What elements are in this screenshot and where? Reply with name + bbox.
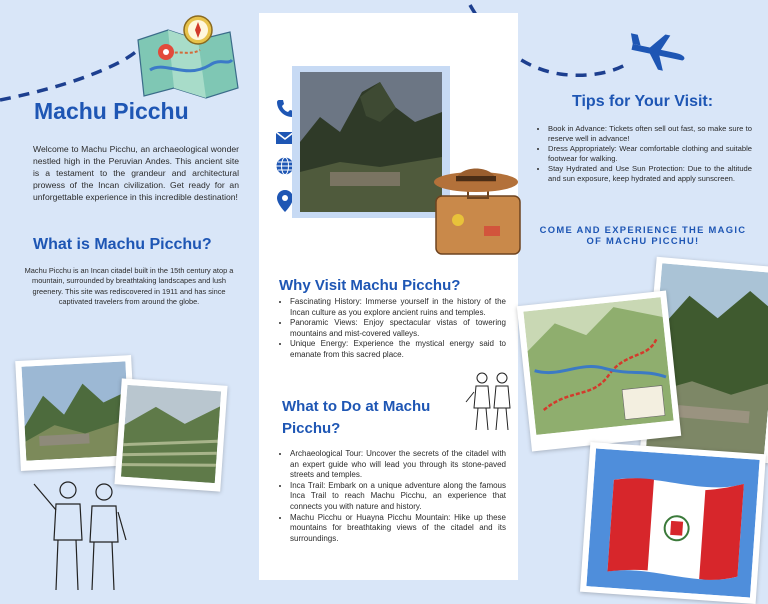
list-item: • Fascinating History: Immerse yourself in the history of the Incan culture as you explore ancient ruins and temples. [290, 297, 506, 318]
list-item: • Stay Hydrated and Use Sun Protection: Due to the altitude and sun exposure, keep hydrated and apply sunscreen. [548, 164, 752, 184]
what-to-do-heading: What to Do at Machu Picchu? [282, 398, 431, 437]
photo-trail-map [517, 291, 681, 452]
tips-list [534, 124, 752, 184]
what-is-paragraph: Machu Picchu is an Incan citadel built in the 15th century atop a mountain, surrounded by breathtaking landscapes and lush greenery. This site was rediscovered in 1911 and has since captivated travelers from around the globe. [24, 266, 234, 306]
photo-peru-flag [580, 442, 766, 604]
list-item: • Unique Energy: Experience the mystical energy said to emanate from this sacred place. [290, 339, 506, 360]
why-visit-list [276, 297, 506, 361]
airplane-icon [625, 27, 689, 74]
travelers-sketch-illustration [464, 368, 520, 432]
what-is-heading: What is Machu Picchu? [33, 236, 212, 253]
photo-machu-picchu-main [292, 66, 450, 218]
call-to-action: COME AND EXPERIENCE THE MAGIC OF MACHU PICCHU! [539, 224, 747, 246]
tips-heading: Tips for Your Visit: [572, 93, 714, 110]
what-to-do-list [276, 449, 506, 544]
intro-paragraph: Welcome to Machu Picchu, an archaeological wonder nestled high in the Peruvian Andes. This ancient site is a testament to the grandeur and architectural prowess of the Incan civilization. Get ready for an unforgettable experience in this incredible destination! [33, 144, 239, 202]
list-item: • Inca Trail: Embark on a unique adventure along the famous Inca Trail to reach Machu Picchu, an experience that connects you with nature and history. [290, 481, 506, 513]
list-item: • Archaeological Tour: Uncover the secrets of the citadel with an expert guide who will lead you through its stone-paved streets and temples. [290, 449, 506, 481]
list-item: • Book in Advance: Tickets often sell out fast, so make sure to reserve well in advance! [548, 124, 752, 144]
list-item: • Panoramic Views: Enjoy spectacular vistas of towering mountains and mist-covered valleys. [290, 318, 506, 339]
list-item: • Dress Appropriately: Wear comfortable clothing and suitable footwear for walking. [548, 144, 752, 164]
hikers-sketch-illustration [26, 470, 136, 593]
why-visit-heading: Why Visit Machu Picchu? [279, 277, 461, 294]
page-title: Machu Picchu [34, 98, 189, 124]
list-item: • Machu Picchu or Huayna Picchu Mountain: Hike up these mountains for breathtaking views of the citadel and its surroundings. [290, 513, 506, 545]
hat-suitcase-illustration [428, 160, 528, 260]
map-compass-illustration [130, 10, 245, 102]
